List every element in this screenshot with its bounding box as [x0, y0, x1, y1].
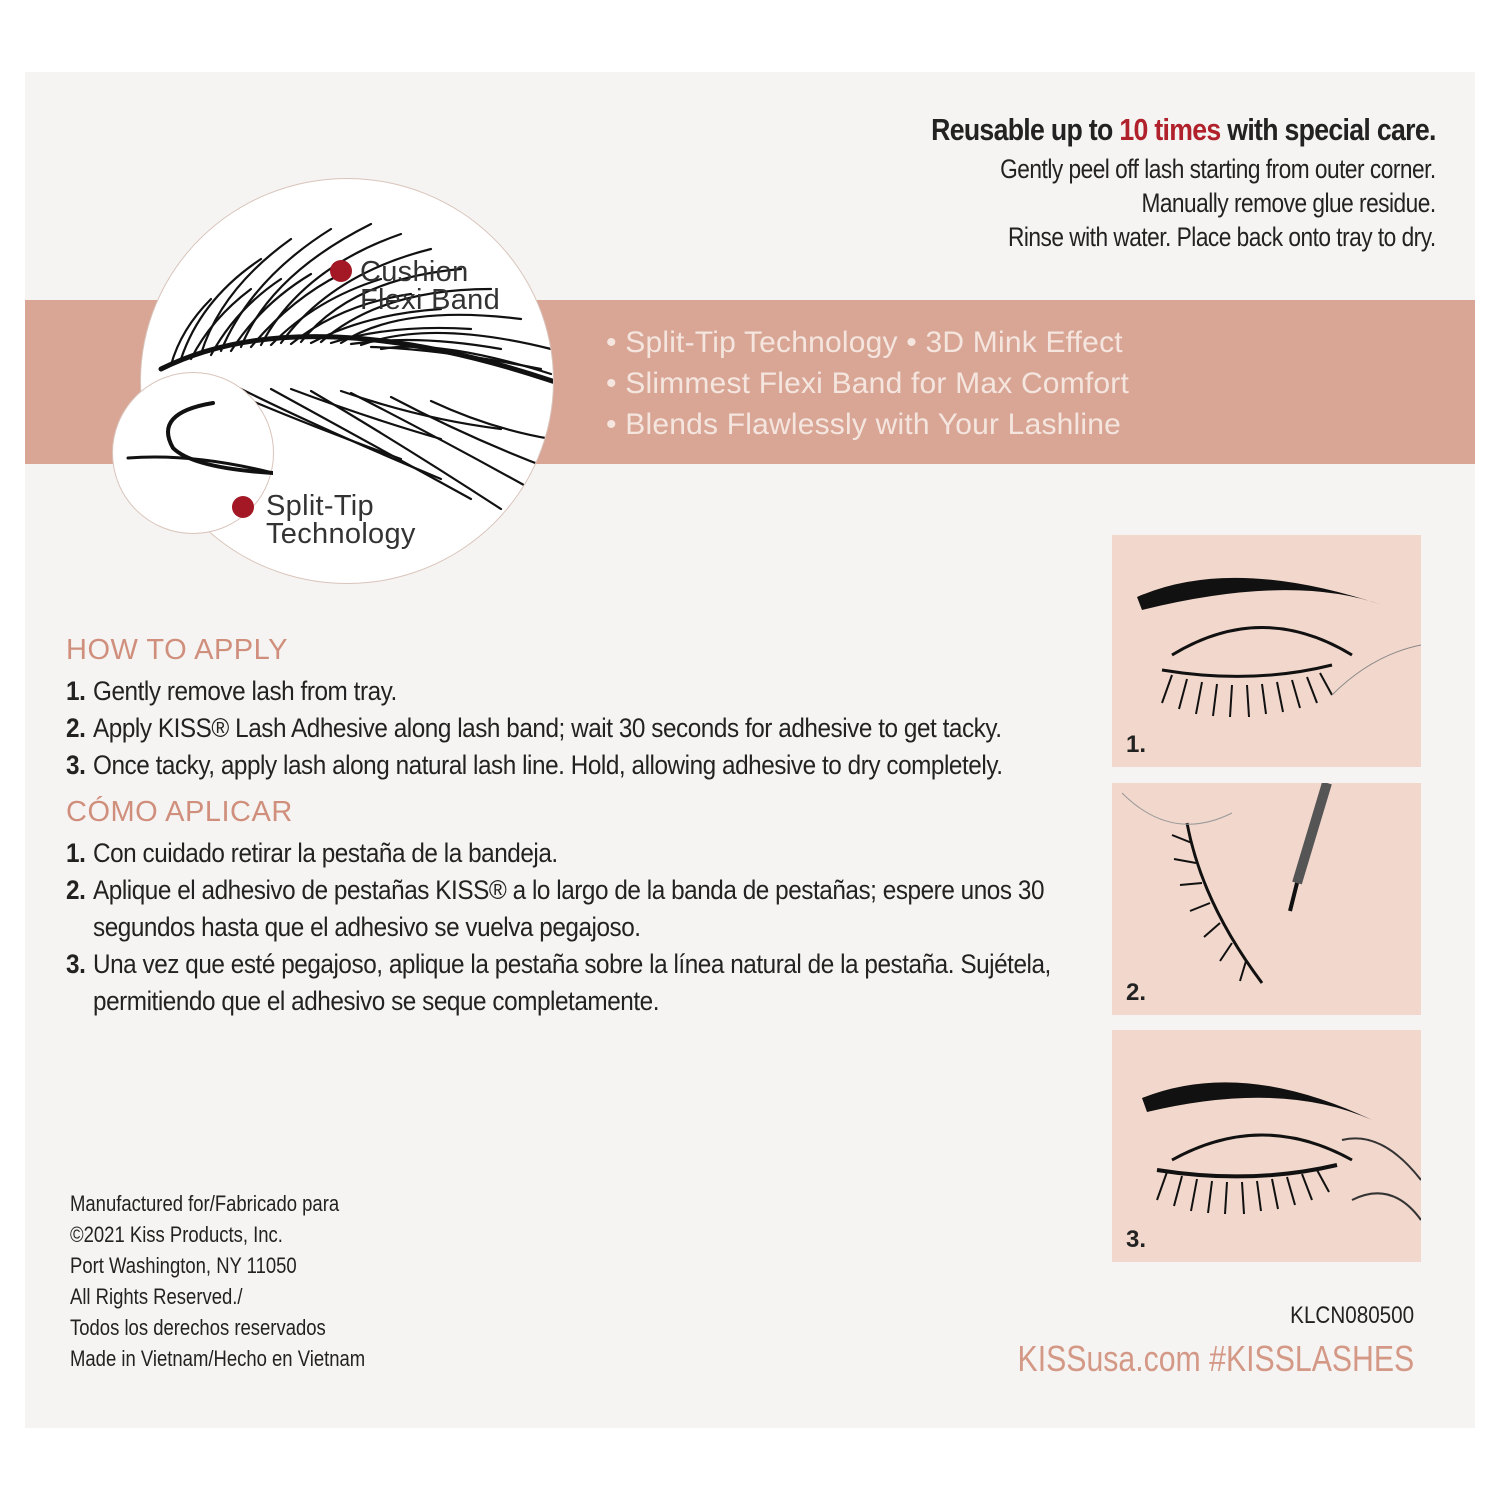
care-instructions: [849, 112, 1436, 254]
como-aplicar-title: CÓMO APLICAR: [66, 796, 293, 828]
instruction-step: 3. Una vez que esté pegajoso, aplique la pestaña sobre la línea natural de la pestaña. Sujétela, permitiendo que el adhesivo se seque completamente.: [66, 949, 1051, 1016]
callout-text: Flexi Band: [360, 284, 501, 316]
how-to-apply-title: HOW TO APPLY: [66, 634, 288, 666]
feature-item: • Blends Flawlessly with Your Lashline: [606, 408, 1122, 441]
callout-text: Technology: [266, 518, 416, 550]
step-3-illustration: [1112, 1030, 1421, 1262]
callout-dot-icon: [232, 496, 254, 518]
callout-dot-icon: [330, 260, 352, 282]
feature-list: [606, 322, 1129, 445]
instruction-step: 3. Once tacky, apply lash along natural lash line. Hold, allowing adhesive to dry completely.: [66, 750, 1003, 780]
feature-item: • Slimmest Flexi Band for Max Comfort: [606, 367, 1130, 400]
callout-text: Cushion: [360, 256, 469, 288]
cushion-flexi-band-callout: [360, 258, 500, 314]
closed-eye-icon: [1112, 535, 1421, 767]
instruction-step: 1. Con cuidado retirar la pestaña de la bandeja.: [66, 838, 558, 868]
instructions: [66, 634, 1066, 1020]
feature-item: • Split-Tip Technology • 3D Mink Effect: [606, 326, 1123, 359]
care-headline: Reusable up to 10 times with special care.: [931, 112, 1436, 147]
split-tip-callout: [266, 492, 416, 548]
applying-adhesive-icon: [1112, 783, 1421, 1015]
instruction-step: 1. Gently remove lash from tray.: [66, 676, 397, 706]
instruction-step: 2. Apply KISS® Lash Adhesive along lash band; wait 30 seconds for adhesive to get tacky.: [66, 713, 1002, 743]
website-hashtag: KISSusa.com #KISSLASHES: [1017, 1338, 1414, 1379]
care-line: Rinse with water. Place back onto tray to dry.: [1008, 222, 1436, 252]
step-2-illustration: [1112, 783, 1421, 1015]
callout-text: Split-Tip: [266, 490, 374, 522]
care-line: Gently peel off lash starting from outer corner.: [1000, 154, 1436, 184]
step-label: 2.: [1126, 979, 1147, 1006]
product-code: KLCN080500: [1290, 1302, 1414, 1329]
step-label: 3.: [1126, 1226, 1147, 1253]
step-label: 1.: [1126, 731, 1147, 758]
step-1-illustration: [1112, 535, 1421, 767]
instruction-step: 2. Aplique el adhesivo de pestañas KISS® a lo largo de la banda de pestañas; espere unos 30 segundos hasta que el adhesivo se vuelva pegajoso.: [66, 875, 1045, 942]
manufacturer-info: Manufactured for/Fabricado para ©2021 Kiss Products, Inc. Port Washington, NY 11050 All Rights Reserved./ Todos los derechos reservados Made in Vietnam/Hecho en Vietnam: [70, 1191, 366, 1371]
applied-lash-eye-icon: [1112, 1030, 1421, 1262]
care-line: Manually remove glue residue.: [1141, 188, 1436, 218]
